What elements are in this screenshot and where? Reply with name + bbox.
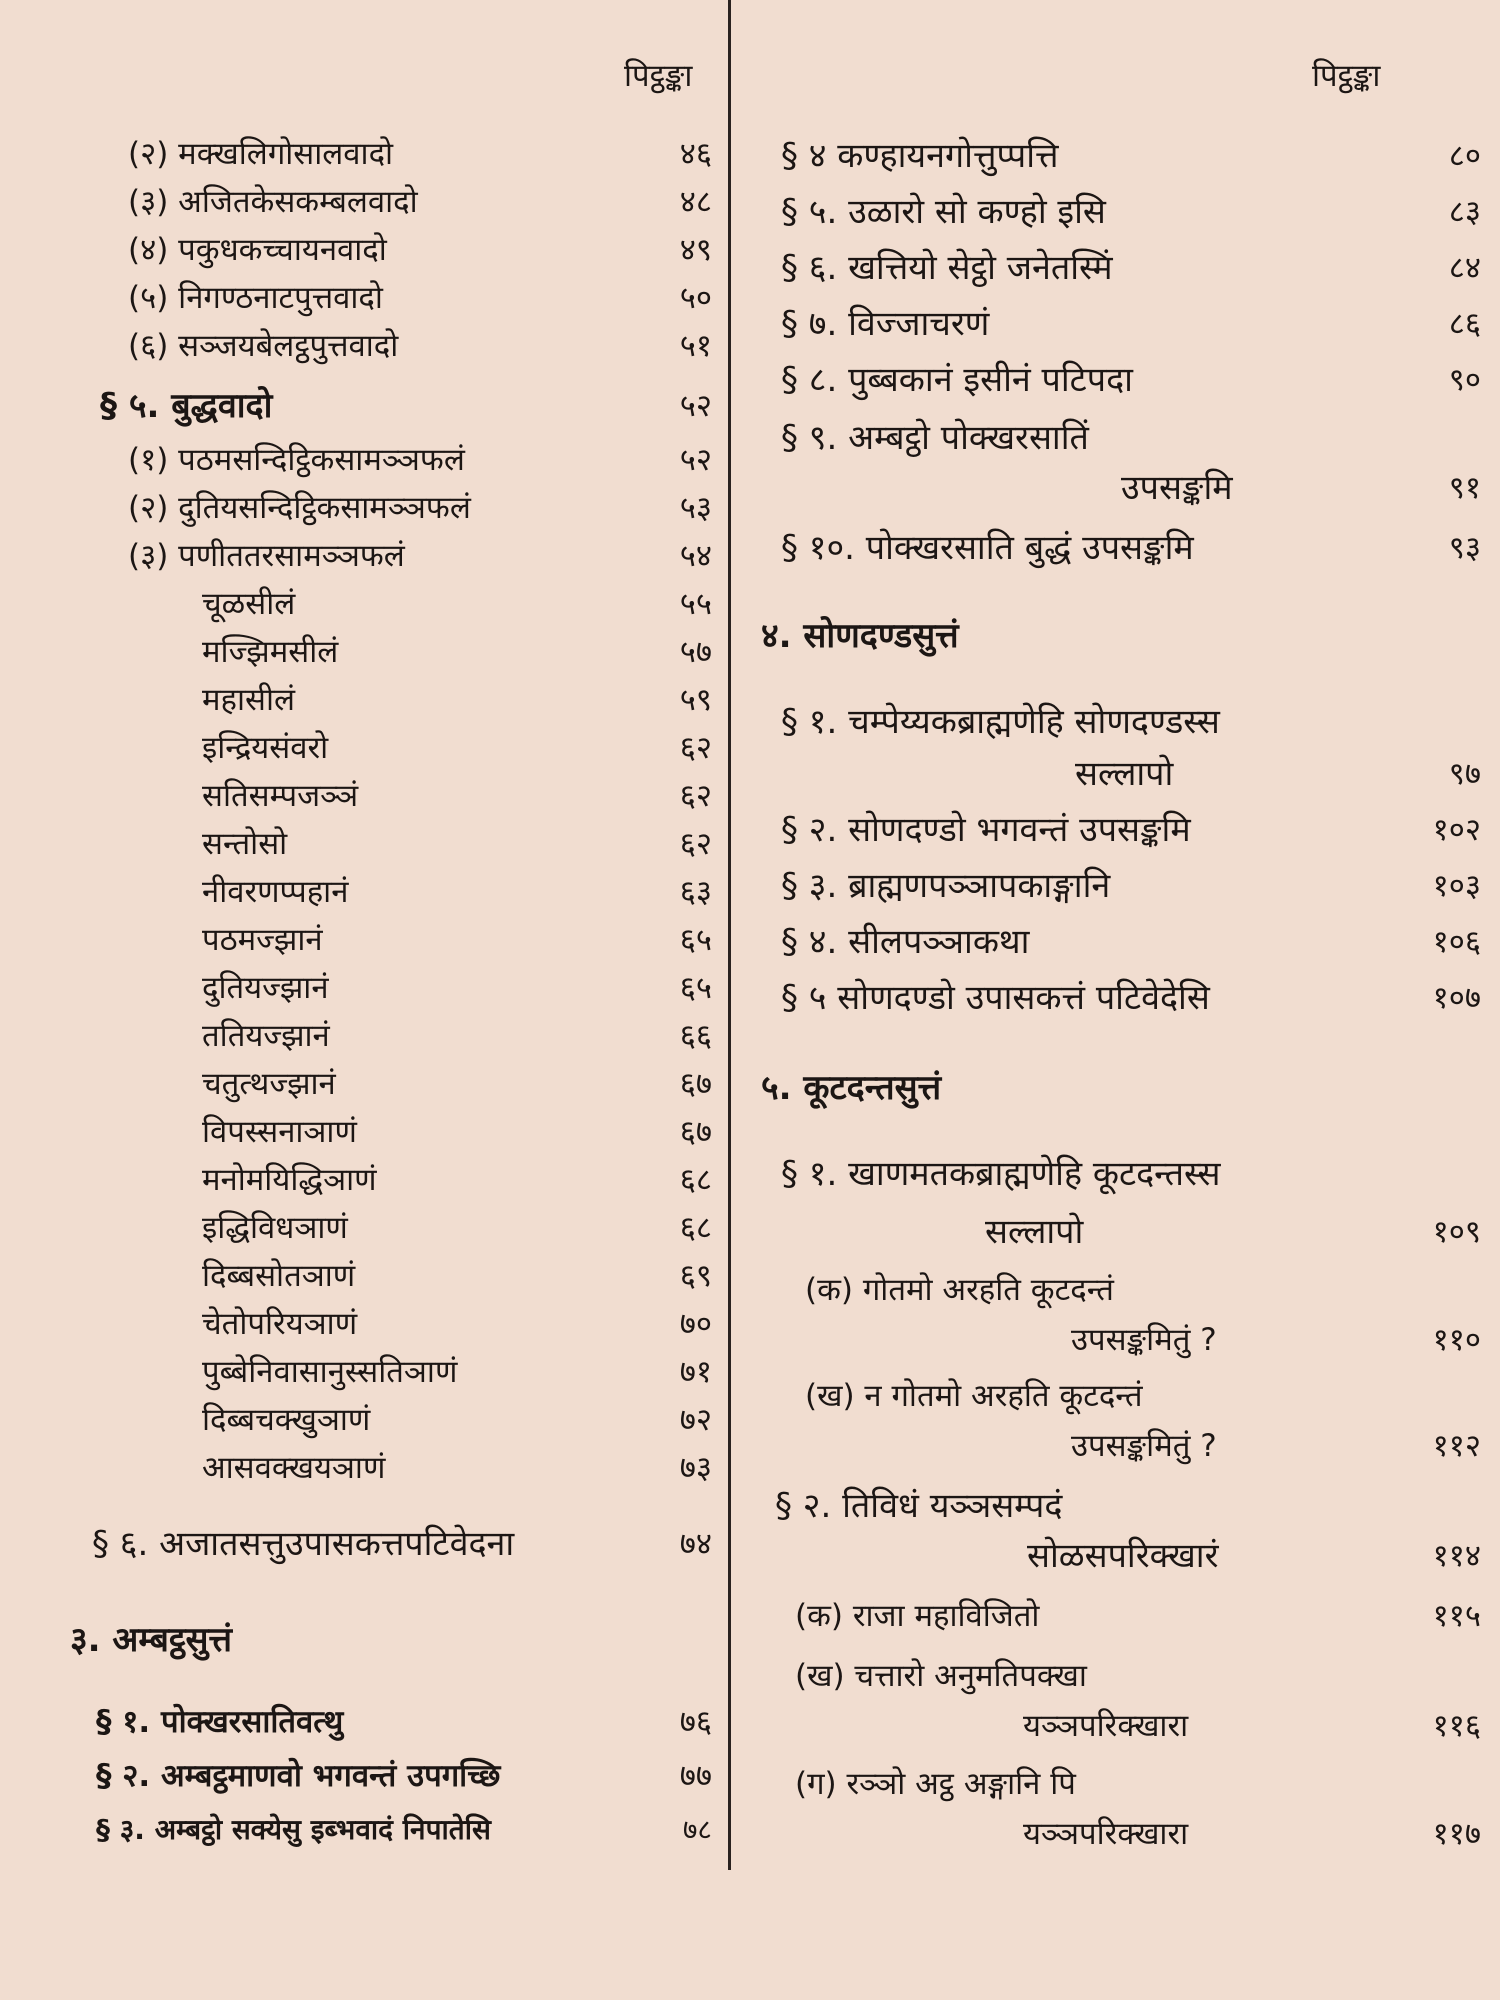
toc-entry-title: उपसङ्कमितुं ? bbox=[1071, 1428, 1217, 1464]
toc-entry-page: ४९ bbox=[679, 232, 712, 268]
toc-entry-title: दिब्बसोतञाणं bbox=[202, 1258, 356, 1294]
toc-entry-title: (१) पठमसन्दिट्ठिकसामञ्ञफलं bbox=[128, 442, 465, 478]
toc-entry-title: (३) पणीततरसामञ्ञफलं bbox=[128, 538, 405, 574]
toc-entry-title: (ग) रञ्ञो अट्ठ अङ्गानि पि bbox=[795, 1766, 1076, 1802]
toc-entry-page: ७३ bbox=[679, 1450, 712, 1486]
toc-entry-title: § १०. पोक्खरसाति बुद्धं उपसङ्कमि bbox=[781, 528, 1194, 568]
toc-entry-page: ६८ bbox=[679, 1210, 712, 1246]
toc-entry-page: ५० bbox=[679, 280, 712, 316]
toc-entry-page: ५९ bbox=[679, 682, 712, 718]
toc-entry-page: ६६ bbox=[679, 1018, 712, 1054]
toc-entry-title: (६) सञ्जयबेलट्ठपुत्तवादो bbox=[128, 328, 399, 364]
toc-entry-page: ६७ bbox=[679, 1066, 712, 1102]
toc-entry-title: (ख) चत्तारो अनुमतिपक्खा bbox=[795, 1658, 1087, 1694]
toc-entry-page: ६५ bbox=[679, 970, 712, 1006]
toc-entry-title: इन्द्रियसंवरो bbox=[202, 730, 329, 766]
toc-entry-title: दुतियज्झानं bbox=[202, 970, 329, 1006]
toc-entry-title: § ३. अम्बट्ठो सक्येसु इब्भवादं निपातेसि bbox=[96, 1813, 491, 1846]
toc-entry-page: ७६ bbox=[679, 1704, 712, 1740]
toc-entry-title: § २. तिविधं यञ्ञसम्पदं bbox=[775, 1486, 1063, 1526]
toc-entry-page: ६२ bbox=[679, 730, 712, 766]
toc-entry-title: चतुत्थज्झानं bbox=[202, 1066, 336, 1102]
toc-entry-page: ७१ bbox=[679, 1354, 712, 1390]
toc-entry-title: (ख) न गोतमो अरहति कूटदन्तं bbox=[805, 1378, 1143, 1414]
toc-entry-title: मनोमयिद्धिञाणं bbox=[202, 1162, 377, 1198]
toc-entry-page: ५५ bbox=[679, 586, 712, 622]
toc-entry-title: (क) राजा महाविजितो bbox=[795, 1598, 1040, 1634]
toc-entry-title: चेतोपरियञाणं bbox=[202, 1306, 358, 1342]
toc-entry-title: § २. अम्बट्ठमाणवो भगवन्तं उपगच्छि bbox=[96, 1758, 501, 1794]
toc-entry-page: ८४ bbox=[1448, 250, 1481, 286]
toc-entry-page: ६२ bbox=[679, 826, 712, 862]
toc-entry-page: ७२ bbox=[679, 1402, 712, 1438]
toc-entry-title: सल्लापो bbox=[985, 1212, 1084, 1252]
toc-entry-page: १०३ bbox=[1432, 868, 1481, 904]
toc-entry-page: ६२ bbox=[679, 778, 712, 814]
toc-entry-page: ११६ bbox=[1432, 1708, 1481, 1744]
toc-entry-page: ७७ bbox=[679, 1758, 712, 1794]
toc-entry-title: § ४ कण्हायनगोत्तुप्पत्ति bbox=[781, 136, 1059, 176]
toc-entry-title: (४) पकुधकच्चायनवादो bbox=[128, 232, 387, 268]
toc-entry-page: १०९ bbox=[1432, 1214, 1481, 1250]
toc-entry-page: ८० bbox=[1448, 138, 1481, 174]
toc-entry-title: इद्धिविधञाणं bbox=[202, 1210, 348, 1246]
toc-entry-title: ५. कूटदन्तसुत्तं bbox=[761, 1068, 942, 1108]
toc-entry-title: यञ्ञपरिक्खारा bbox=[1023, 1816, 1189, 1852]
toc-entry-title: सन्तोसो bbox=[202, 826, 288, 862]
toc-entry-title: ततियज्झानं bbox=[202, 1018, 330, 1054]
toc-entry-page: १०७ bbox=[1432, 980, 1481, 1016]
toc-entry-title: यञ्ञपरिक्खारा bbox=[1023, 1708, 1189, 1744]
toc-entry-title: नीवरणप्पहानं bbox=[202, 874, 349, 910]
toc-entry-page: ९० bbox=[1448, 362, 1481, 398]
toc-entry-title: § १. चम्पेय्यकब्राह्मणेहि सोणदण्डस्स bbox=[781, 702, 1220, 742]
toc-entry-title: § ५. बुद्धवादो bbox=[100, 386, 273, 426]
toc-entry-title: § ५. उळारो सो कण्हो इसि bbox=[781, 192, 1106, 232]
toc-entry-title: उपसङ्कमि bbox=[1121, 468, 1233, 508]
toc-entry-title: (क) गोतमो अरहति कूटदन्तं bbox=[805, 1272, 1114, 1308]
toc-entry-title: ३. अम्बट्ठसुत्तं bbox=[70, 1620, 232, 1660]
toc-entry-title: चूळसीलं bbox=[202, 586, 296, 622]
toc-entry-page: ६७ bbox=[679, 1114, 712, 1150]
toc-entry-title: विपस्सनाञाणं bbox=[202, 1114, 357, 1150]
toc-entry-page: १०२ bbox=[1432, 812, 1481, 848]
toc-entry-title: दिब्बचक्खुञाणं bbox=[202, 1402, 371, 1438]
toc-entry-page: ८३ bbox=[1448, 194, 1481, 230]
toc-entry-title: पुब्बेनिवासानुस्सतिञाणं bbox=[202, 1354, 458, 1390]
toc-entry-title: § १. पोक्खरसातिवत्थु bbox=[96, 1704, 344, 1740]
toc-entry-page: ११४ bbox=[1432, 1538, 1481, 1574]
toc-entry-page: ९१ bbox=[1448, 470, 1481, 506]
right-page-header: पिट्ठङ्का bbox=[1312, 58, 1381, 94]
toc-entry-title: मज्झिमसीलं bbox=[202, 634, 339, 670]
toc-entry-page: ८६ bbox=[1448, 306, 1481, 342]
toc-entry-page: ११२ bbox=[1432, 1428, 1481, 1464]
toc-entry-title: ४. सोणदण्डसुत्तं bbox=[761, 616, 959, 656]
toc-entry-title: § ६. अजातसत्तुउपासकत्तपटिवेदना bbox=[92, 1524, 515, 1564]
toc-entry-page: ४८ bbox=[679, 184, 712, 220]
toc-entry-page: ११० bbox=[1432, 1322, 1481, 1358]
toc-entry-title: (२) दुतियसन्दिट्ठिकसामञ्ञफलं bbox=[128, 490, 471, 526]
toc-entry-title: सल्लापो bbox=[1075, 754, 1174, 794]
toc-entry-title: § ५ सोणदण्डो उपासकत्तं पटिवेदेसि bbox=[781, 978, 1210, 1018]
toc-entry-title: § ६. खत्तियो सेट्ठो जनेतस्मिं bbox=[781, 248, 1113, 288]
toc-entry-page: ७८ bbox=[682, 1813, 712, 1846]
toc-entry-title: § ९. अम्बट्ठो पोक्खरसातिं bbox=[781, 418, 1089, 458]
toc-entry-title: § ४. सीलपञ्ञाकथा bbox=[781, 922, 1030, 962]
toc-entry-page: ११५ bbox=[1432, 1598, 1481, 1634]
toc-entry-page: ५२ bbox=[679, 442, 712, 478]
toc-entry-page: ६३ bbox=[679, 874, 712, 910]
toc-entry-page: १०६ bbox=[1432, 924, 1481, 960]
toc-entry-title: § १. खाणमतकब्राह्मणेहि कूटदन्तस्स bbox=[781, 1154, 1221, 1194]
column-divider bbox=[728, 0, 731, 1870]
toc-entry-page: ५१ bbox=[679, 328, 712, 364]
toc-entry-title: सतिसम्पजञ्ञं bbox=[202, 778, 359, 814]
toc-entry-page: ५४ bbox=[679, 538, 712, 574]
toc-entry-title: उपसङ्कमितुं ? bbox=[1071, 1322, 1217, 1358]
toc-entry-page: ७० bbox=[679, 1306, 712, 1342]
toc-entry-page: ११७ bbox=[1432, 1816, 1481, 1852]
toc-entry-page: ६८ bbox=[679, 1162, 712, 1198]
toc-entry-page: ५७ bbox=[679, 634, 712, 670]
toc-entry-page: ९७ bbox=[1448, 756, 1481, 792]
toc-entry-page: ५२ bbox=[679, 388, 712, 424]
toc-entry-title: § ३. ब्राह्मणपञ्ञापकाङ्गानि bbox=[781, 866, 1111, 906]
toc-entry-page: ४६ bbox=[679, 136, 712, 172]
toc-entry-title: आसवक्खयञाणं bbox=[202, 1450, 386, 1486]
toc-entry-title: (५) निगण्ठनाटपुत्तवादो bbox=[128, 280, 383, 316]
toc-entry-title: (३) अजितकेसकम्बलवादो bbox=[128, 184, 418, 220]
toc-entry-title: (२) मक्खलिगोसालवादो bbox=[128, 136, 394, 172]
toc-entry-title: § २. सोणदण्डो भगवन्तं उपसङ्कमि bbox=[781, 810, 1191, 850]
toc-entry-title: § ८. पुब्बकानं इसीनं पटिपदा bbox=[781, 360, 1133, 400]
left-page-header: पिट्ठङ्का bbox=[624, 58, 693, 94]
toc-entry-page: ६९ bbox=[679, 1258, 712, 1294]
toc-entry-page: ६५ bbox=[679, 922, 712, 958]
toc-entry-title: पठमज्झानं bbox=[202, 922, 323, 958]
toc-entry-page: ५३ bbox=[679, 490, 712, 526]
toc-entry-title: § ७. विज्जाचरणं bbox=[781, 304, 990, 344]
toc-entry-page: ९३ bbox=[1448, 530, 1481, 566]
toc-entry-title: महासीलं bbox=[202, 682, 296, 718]
toc-entry-page: ७४ bbox=[679, 1526, 712, 1562]
toc-entry-title: सोळसपरिक्खारं bbox=[1027, 1536, 1219, 1576]
